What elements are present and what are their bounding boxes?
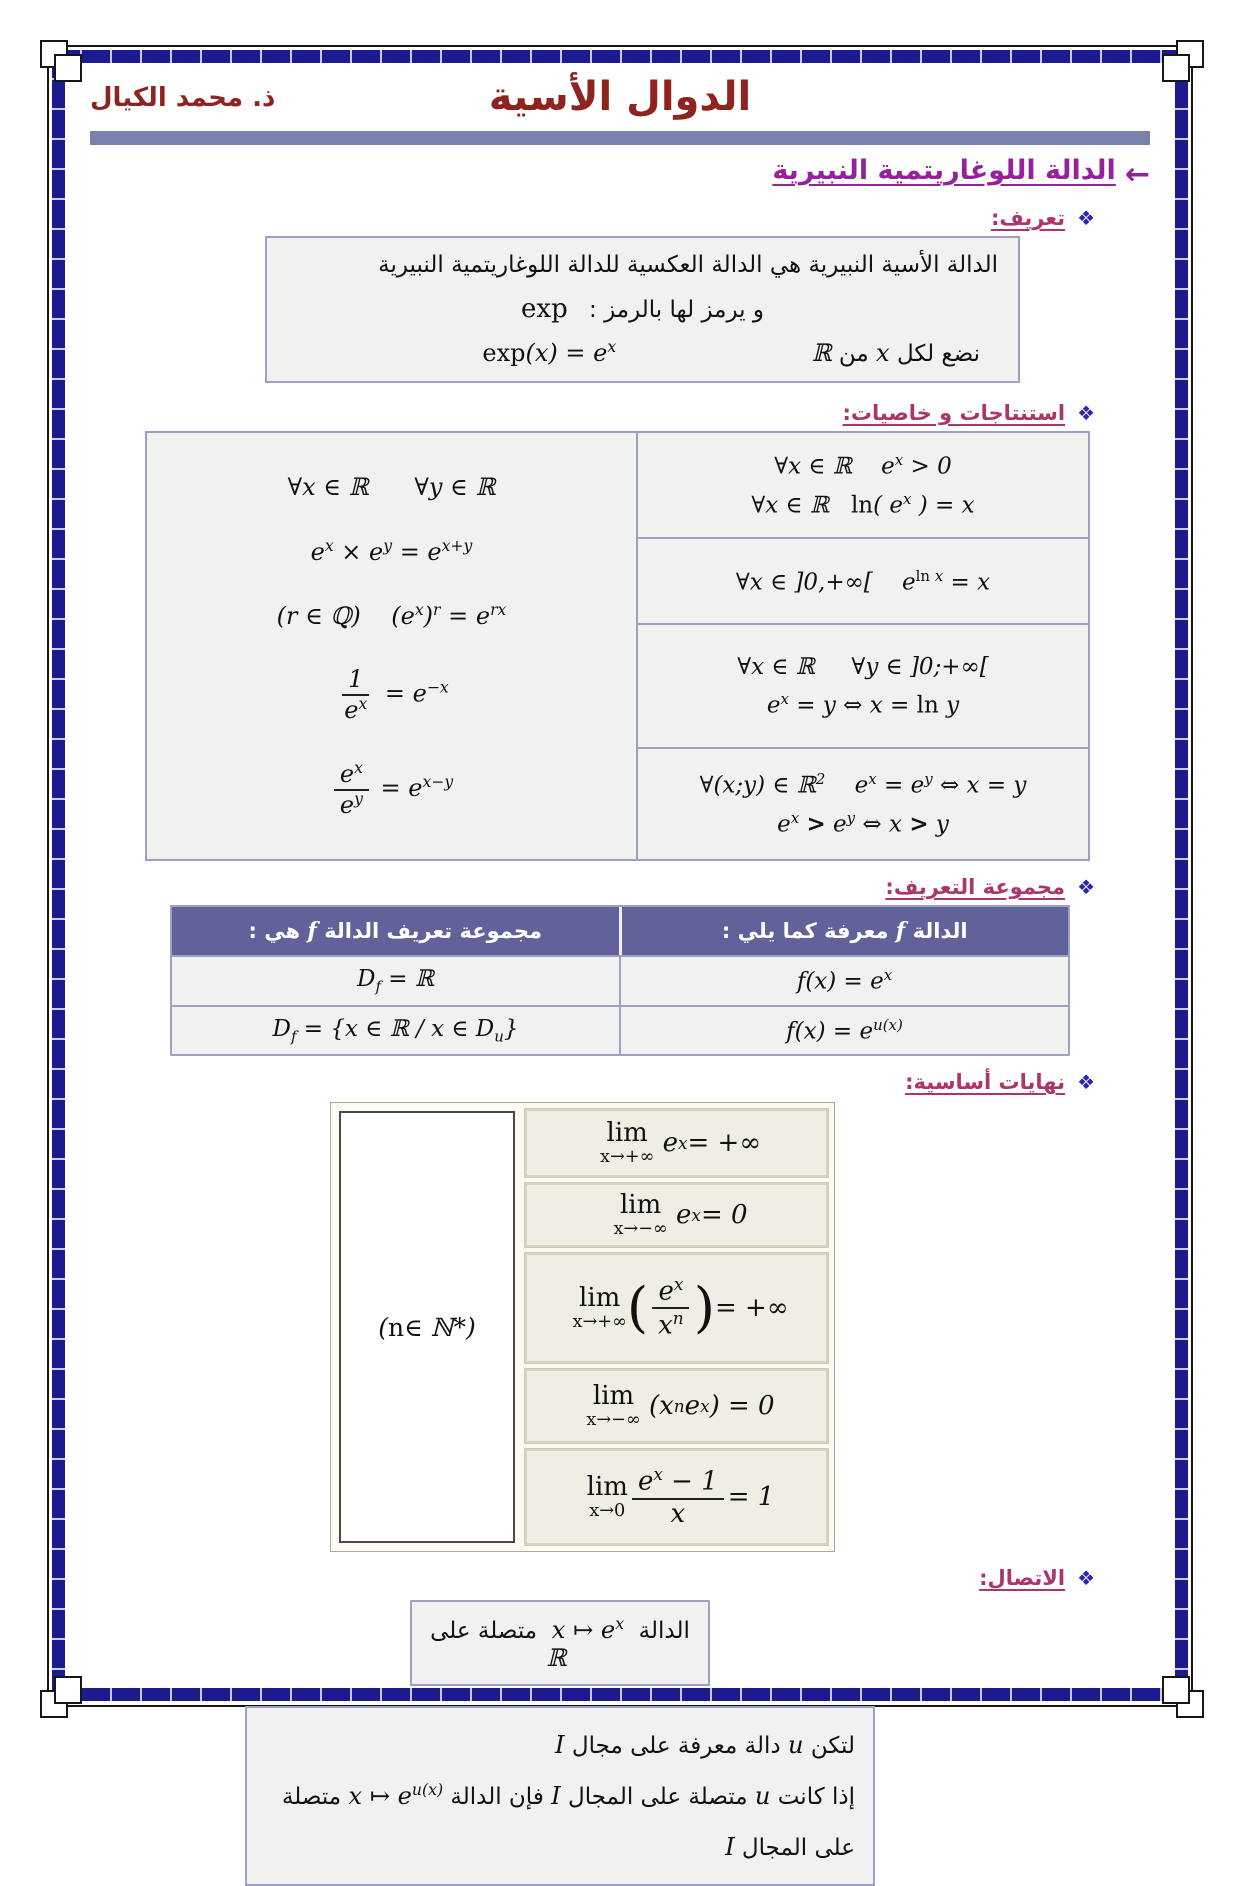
left-arrow-icon: ← [1124,157,1150,192]
table-row [172,955,1068,1005]
diamond-bullet-icon: ❖ [1077,1566,1095,1591]
diamond-bullet-icon: ❖ [1077,1070,1095,1095]
property-formula: ∀x ∈ ℝ ln( $e^x$ ) = x [751,490,975,519]
definition-box [265,236,1020,383]
domain-heading [90,875,1095,899]
continuity-heading-label: الاتصال: [979,1566,1066,1591]
corner-ornament-icon [54,54,82,82]
domain-header-function: الدالة f معرفة كما يلي : [619,907,1069,955]
domain-cell-set: $D_f$ = ℝ [357,966,434,996]
diamond-bullet-icon: ❖ [1077,401,1095,425]
domain-header-set: مجموعة تعريف الدالة f هي : [248,918,542,944]
continuity-box-2-line-1: لتكن u دالة معرفة على مجال I [555,1731,855,1760]
page-border-top [52,50,1188,63]
limit-formula: lim x→+∞ ( $\frac{e^x}{x^n}$ ) = +∞ [525,1253,828,1363]
limits-table [330,1102,835,1552]
properties-row [638,749,1088,859]
doc-title: الدوال الأسية [488,74,752,120]
domain-table-header [172,907,1068,955]
property-formula: ∀x ∈ ℝ $e^x > 0$ [774,451,952,480]
property-formula: $\frac{1}{e^x}$ = $e^{-x}$ [155,666,628,724]
section-title: الدالة اللوغاريتمية النبيرية [772,155,1116,186]
limit-formula: lim x→+∞ e x = +∞ [525,1109,828,1177]
limits-rows [525,1109,828,1545]
limit-formula: lim x→0 $\frac{e^x - 1}{x}$ = 1 [525,1449,828,1545]
limit-formula: lim x→−∞ e x = 0 [525,1183,828,1247]
continuity-box-2 [245,1706,875,1886]
corner-ornament-icon [54,1676,82,1704]
property-formula: $\frac{e^x}{e^y}$ = $e^{x-y}$ [155,760,628,819]
property-formula: $e^x \times e^y = e^{x+y}$ [310,536,473,566]
property-formula: $e^x = y$ ⇔ x = ln y [766,689,960,719]
continuity-box-1: الدالة x ↦ $e^x$ متصلة على ℝ [410,1600,710,1686]
table-row [172,1005,1068,1055]
definition-line-1: الدالة الأسية النبيرية هي الدالة العكسية للدالة اللوغاريتمية النبيرية [378,252,998,278]
domain-cell-function: $f(x) = e^x$ [619,957,1068,1005]
limit-formula: lim x→−∞ (x n e x ) = 0 [525,1369,828,1443]
properties-row [638,625,1088,749]
header-divider-bar [90,131,1150,145]
exp-symbol: exp [521,294,568,324]
corner-ornament-icon [1162,1676,1190,1704]
diamond-bullet-icon: ❖ [1077,206,1095,230]
corner-ornament-icon [1162,54,1190,82]
properties-left-cell [147,433,638,859]
property-formula: ∀x ∈ ]0,+∞[ $e^{ln x} = x$ [735,566,991,596]
definition-line-3-text: نضع لكل x من ℝ [811,338,980,367]
properties-right-column [638,433,1088,859]
properties-heading [90,401,1095,425]
doc-header [90,75,1150,119]
continuity-heading [90,1566,1095,1590]
definition-heading [90,206,1095,230]
property-formula: (r ∈ ℚ) $(e^x)^r = e^{rx}$ [276,601,507,631]
property-formula: ∀(x;y) ∈ ℝ$^2$ $e^x = e^y$ ⇔ x = y [699,770,1027,799]
domain-table [170,905,1070,1056]
property-formula: $e^x > e^y$ ⇔ x > y [777,809,949,838]
exp-formula: $\exp(x) = e^x$ [482,338,617,367]
limits-heading [90,1070,1095,1094]
section-heading [90,155,1150,192]
property-formula: ∀x ∈ ℝ ∀y ∈ ℝ [287,472,496,501]
teacher-name: ذ. محمد الكيال [90,83,276,113]
definition-line-3 [287,338,998,367]
property-formula: ∀x ∈ ℝ ∀y ∈ ]0;+∞[ [737,653,989,680]
continuity-box-2-line-2: إذا كانت u متصلة على المجال I فإن الدالة x ↦ $e^{u(x)}$ متصلة على المجال I [281,1779,855,1861]
properties-row [638,539,1088,625]
domain-cell-set: $D_f = \{x$ ∈ ℝ / x ∈ $D_u$} [272,1015,519,1046]
domain-cell-function: $f(x) = e^{u(x)}$ [619,1007,1068,1055]
definition-line-2-label: و يرمز لها بالرمز : [589,297,764,323]
definition-heading-label: تعريف: [990,206,1066,230]
limits-note-cell: ( n ∈ ℕ*) [339,1111,515,1543]
properties-table [145,431,1090,861]
diamond-bullet-icon: ❖ [1077,875,1095,899]
properties-heading-label: استنتاجات و خاصيات: [842,401,1066,425]
limits-heading-label: نهايات أساسية: [905,1070,1066,1095]
properties-row [638,433,1088,539]
domain-heading-label: مجموعة التعريف: [885,875,1066,899]
page-border-right [1175,50,1188,1701]
definition-line-2 [287,294,998,324]
page-border-left [52,50,65,1701]
page-content [90,75,1150,1886]
